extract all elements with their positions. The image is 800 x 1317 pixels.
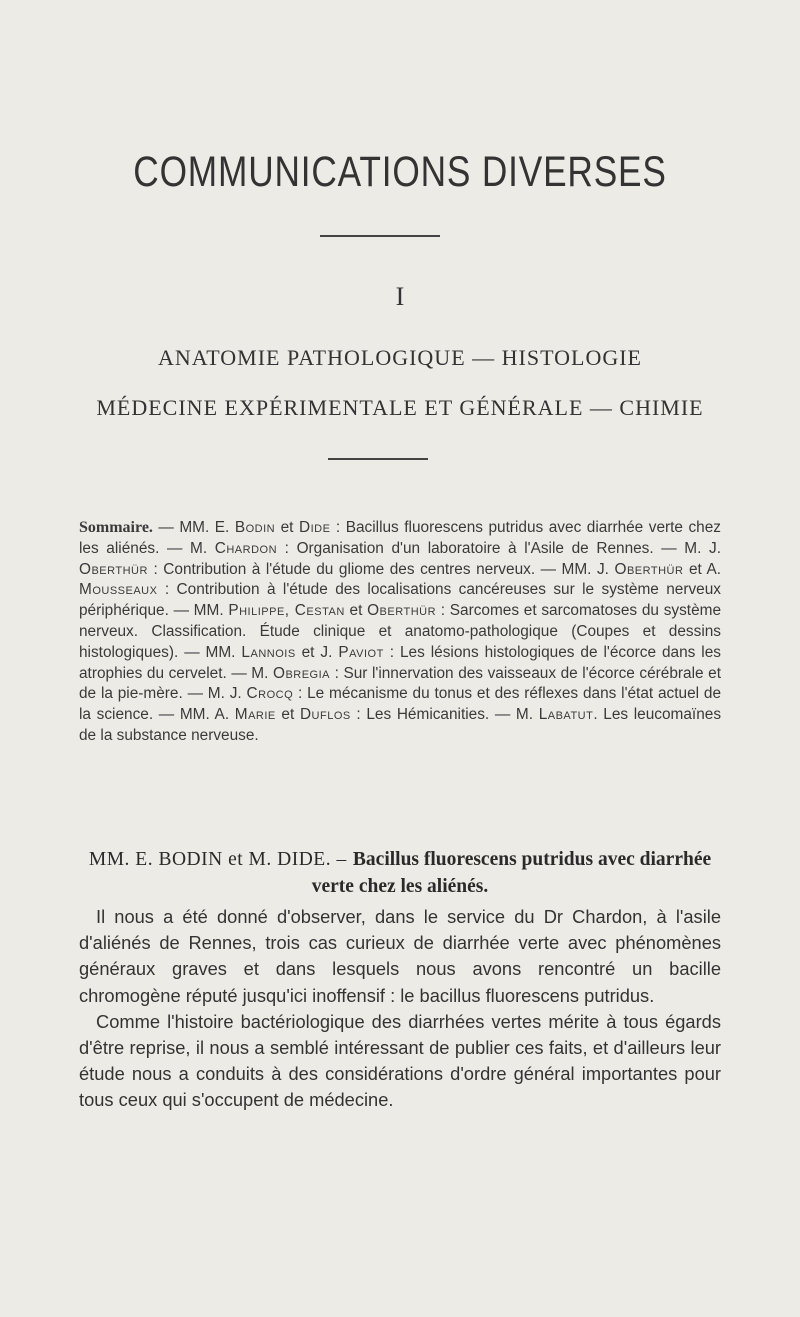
article-body [79, 904, 721, 1114]
section-subtitle-1: ANATOMIE PATHOLOGIQUE — HISTOLOGIE [158, 345, 642, 370]
author-name: Philippe, Cestan [228, 602, 345, 620]
author-name: Oberthür [367, 602, 437, 620]
article-paragraph: Il nous a été donné d'observer, dans le service du Dr Chardon, à l'asile d'aliénés de Rennes, trois cas curieux de diarrhée verte avec phénomènes généraux graves et dans lesquels nous avons rencontré un bacille chromogène réputé jusqu'ici inoffensif : le bacillus fluorescens putridus. [79, 906, 721, 1006]
author-name: Paviot [338, 643, 384, 661]
article-heading [79, 846, 721, 900]
author-name: Chardon [214, 539, 278, 557]
author-name: Oberthür [614, 560, 684, 578]
summary-text: : Sarcomes et sarcomatoses du système nerveux. Classification. Étude clinique et anatomo-pathologique (Coupes et dessins histologiques). — MM. [79, 602, 722, 661]
page-title: COMMUNICATIONS DIVERSES [133, 148, 667, 196]
title-divider [320, 235, 440, 237]
summary-text: : Bacillus fluorescens putridus avec diarrhée verte chez les aliénés. — M. [79, 519, 721, 557]
summary-text: : Contribution à l'étude des localisations cancéreuses sur le système nerveux périphérique. — MM. [79, 581, 721, 620]
author-name: Labatut [538, 706, 594, 724]
summary-text: et [275, 519, 299, 536]
summary-label: Sommaire. [79, 519, 153, 536]
article-paragraph: Comme l'histoire bactériologique des diarrhées vertes mérite à tous égards d'être reprise, il nous a semblé intéressant de publier ces faits, et d'ailleurs leur étude nous a conduits à des considérations d'ordre général importantes pour tous ceux qui s'occupent de médecine. [79, 1010, 721, 1111]
article-title: Bacillus fluorescens putridus avec diarrhée verte chez les aliénés. [311, 849, 712, 897]
summary-text: : Le mécanisme du tonus et des réflexes dans l'état actuel de la science. — MM. A. [79, 685, 722, 724]
author-name: Bodin [234, 519, 276, 536]
summary-text: : Les Hémicanities. — M. [350, 706, 539, 724]
summary-text: et A. [683, 560, 721, 578]
summary-text: : Sur l'innervation des vaisseaux de l'écorce cérébrale et de la pie-mère. — M. J. [79, 664, 721, 703]
summary-text: et [344, 602, 368, 620]
author-name: Mousseaux [79, 581, 158, 599]
author-name: Crocq [246, 685, 294, 703]
summary-text: et J. [295, 643, 339, 661]
author-name: Marie [234, 706, 276, 724]
summary-text: : Contribution à l'étude du gliome des centres nerveux. — MM. J. [147, 560, 615, 578]
summary-text: : Organisation d'un laboratoire à l'Asile de Rennes. — M. J. [277, 539, 721, 557]
summary-paragraph [79, 518, 721, 747]
summary-text: — MM. E. [152, 519, 235, 536]
author-name: Duflos [299, 706, 351, 724]
author-name: Obregia [272, 664, 331, 682]
author-name: Lannois [241, 643, 296, 661]
section-subtitle-2: MÉDECINE EXPÉRIMENTALE ET GÉNÉRALE — CHIMIE [96, 395, 704, 420]
summary-text: . Les leucomaïnes de la substance nerveuse. [79, 706, 722, 744]
subtitle-divider [328, 458, 428, 460]
section-numeral: I [395, 282, 405, 311]
author-name: Dide [298, 519, 331, 536]
author-name: Oberthür [79, 560, 148, 578]
article-authors: MM. E. BODIN et M. DIDE. – [88, 849, 347, 870]
summary-text: et [275, 706, 300, 724]
summary-text: : Les lésions histologiques de l'écorce dans les atrophies du cervelet. — M. [79, 643, 721, 682]
